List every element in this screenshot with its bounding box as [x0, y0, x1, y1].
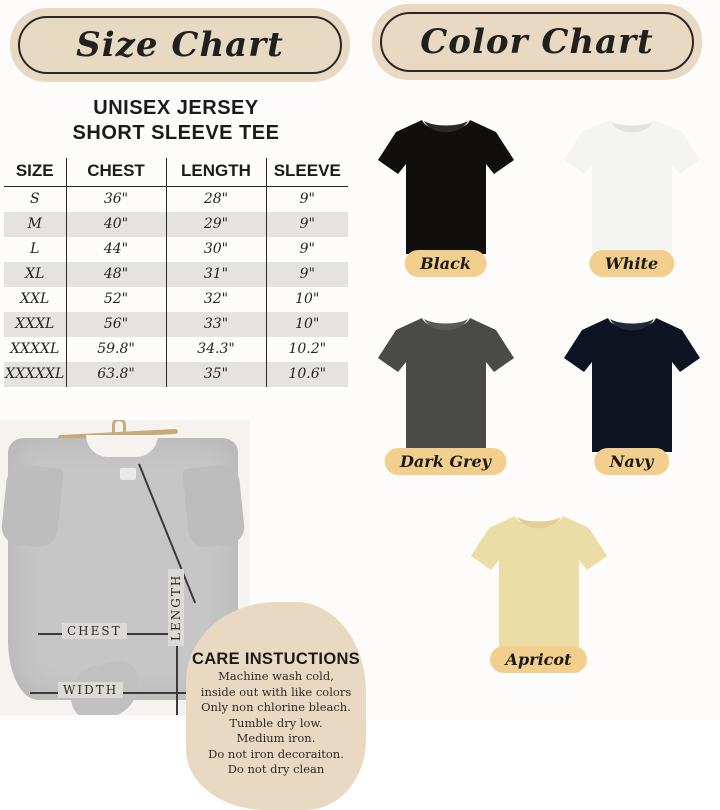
- cell-chest: 44": [66, 237, 166, 262]
- cell-length: 31": [166, 262, 266, 287]
- cell-size: L: [30, 241, 40, 257]
- cell-chest: 36": [66, 187, 166, 212]
- cell-sleeve: 10.6": [266, 362, 348, 387]
- color-chart-column: [356, 88, 720, 720]
- size-chart-title: Size Chart: [76, 25, 284, 65]
- cell-size: S: [29, 191, 40, 208]
- care-line: Only non chlorine bleach.: [201, 700, 351, 714]
- care-line: Do not iron decoraiton.: [208, 746, 344, 761]
- cell-size: M: [4, 212, 66, 237]
- cell-sleeve: 9": [266, 212, 348, 237]
- hanger-hook-icon: [112, 420, 126, 434]
- care-line: inside out with like colors: [200, 684, 352, 699]
- cell-chest: 63.8": [66, 362, 166, 387]
- tshirt-icon: [366, 108, 526, 268]
- size-chart-column: [0, 90, 360, 776]
- cell-chest: 59.8": [66, 337, 166, 362]
- care-instructions-title: CARE INSTUCTIONS: [192, 650, 360, 668]
- table-row: [4, 187, 348, 212]
- cell-size: XXXXXL: [4, 362, 66, 387]
- size-chart-banner: [10, 8, 350, 82]
- length-measure-label: LENGTH: [168, 569, 184, 646]
- column-header-length: LENGTH: [166, 158, 266, 187]
- cell-size: XXXL: [4, 312, 66, 337]
- care-line: Do not dry clean: [227, 762, 325, 776]
- cell-sleeve: 9": [266, 262, 348, 287]
- column-header-sleeve: SLEEVE: [266, 158, 348, 187]
- column-header-chest: CHEST: [66, 158, 166, 187]
- cell-sleeve: 10": [266, 312, 348, 337]
- color-chart-banner: [372, 4, 702, 80]
- cell-length: 34.3": [166, 337, 266, 362]
- care-line: Medium iron.: [236, 731, 316, 745]
- care-instructions: [186, 650, 366, 778]
- cell-chest: 52": [66, 287, 166, 312]
- care-line: Machine wash cold,: [218, 669, 334, 683]
- color-label-navy: Navy: [594, 448, 670, 475]
- table-header-row: [4, 158, 348, 187]
- care-line: Tumble dry low.: [229, 715, 323, 730]
- cell-length: 33": [166, 312, 266, 337]
- color-chart-title: Color Chart: [420, 22, 654, 62]
- cell-sleeve: 9": [266, 187, 348, 212]
- cell-chest: 48": [66, 262, 166, 287]
- right-sleeve: [182, 463, 246, 548]
- cell-sleeve: 10.2": [266, 337, 348, 362]
- width-measure-label: WIDTH: [58, 682, 123, 698]
- color-label-apricot: Apricot: [490, 646, 588, 673]
- cell-size: XXXXL: [10, 341, 60, 357]
- cell-size: XL: [4, 262, 66, 287]
- table-row: [4, 237, 348, 262]
- color-chart-banner-frame: [380, 12, 694, 72]
- cell-chest: 56": [66, 312, 166, 337]
- tshirt-icon: [552, 306, 712, 466]
- table-row: [4, 212, 348, 237]
- left-sleeve: [0, 463, 64, 548]
- product-title-line-2: SHORT SLEEVE TEE: [72, 122, 280, 144]
- cell-size: XXL: [20, 291, 50, 307]
- cell-length: 30": [166, 237, 266, 262]
- table-row: [4, 337, 348, 362]
- cell-length: 32": [166, 287, 266, 312]
- color-swatch-apricot[interactable]: [451, 504, 626, 704]
- size-measurement-table: [4, 158, 348, 387]
- tshirt-icon: [459, 504, 619, 664]
- color-swatch-white[interactable]: [544, 108, 719, 308]
- table-row: [4, 312, 348, 337]
- color-label-dark-grey: Dark Grey: [384, 448, 507, 475]
- color-label-black: Black: [404, 250, 487, 277]
- color-swatch-dark-grey[interactable]: [358, 306, 533, 506]
- product-title: [0, 96, 352, 146]
- column-header-size: SIZE: [4, 158, 66, 187]
- table-row: [4, 287, 348, 312]
- cell-chest: 40": [66, 212, 166, 237]
- cell-length: 35": [166, 362, 266, 387]
- table-row: [4, 262, 348, 287]
- cell-sleeve: 9": [266, 237, 348, 262]
- cell-length: 29": [166, 212, 266, 237]
- tshirt-icon: [366, 306, 526, 466]
- brand-tag: [120, 468, 136, 480]
- tshirt-icon: [552, 108, 712, 268]
- size-chart-banner-frame: [18, 16, 342, 74]
- cell-sleeve: 10": [266, 287, 348, 312]
- color-swatch-black[interactable]: [358, 108, 533, 308]
- product-title-line-1: UNISEX JERSEY: [93, 97, 259, 119]
- cell-length: 28": [166, 187, 266, 212]
- color-swatch-navy[interactable]: [544, 306, 719, 506]
- table-row: [4, 362, 348, 387]
- chest-measure-label: CHEST: [62, 623, 127, 639]
- color-label-white: White: [589, 250, 674, 277]
